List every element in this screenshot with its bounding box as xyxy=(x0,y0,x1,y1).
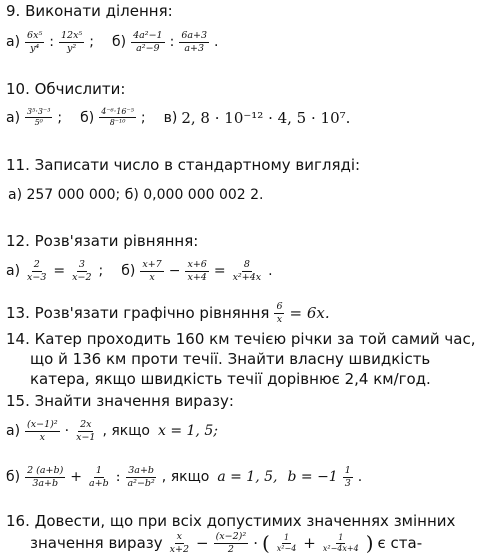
task-16-line-2: значення виразу x x+2 − $\frac{\text{(x−2)²}}{2}$ · ( 1 x²−4 + $\frac{1}{\text{x²−4x+4}}$ ) є ста- xyxy=(30,531,423,555)
option-b: б) xyxy=(6,469,21,486)
task-15-heading: 15. Знайти значення виразу: xyxy=(6,392,234,410)
fraction: 6a+3 a+3 xyxy=(181,30,208,54)
option-a: а) xyxy=(6,263,21,280)
fraction: 4⁻⁶·16⁻⁵ 8⁻¹⁰ xyxy=(101,107,134,128)
task-9-expressions: а) 6x⁵ y⁴ : 12x⁵ y² ; б) 4a²−1 a²−9 : 6a+3 a+3 . xyxy=(6,30,219,54)
task-12-heading: 12. Розв'язати рівняння: xyxy=(6,232,199,250)
task-12-equations: а) $\frac{2}{x-3}$ = $\frac{3}{x-2}$ ; б) x+7 x − $\frac{x+6}{x+4}$ = $\frac{8}{\text{x²+4x}}$ . xyxy=(6,259,273,283)
fraction: 4a²−1 a²−9 xyxy=(133,30,163,54)
fraction: 1 3 xyxy=(344,465,351,489)
fraction-clipped: 1 x²−4 xyxy=(276,532,297,553)
option-v: в) xyxy=(163,109,178,126)
divide-sign: : xyxy=(169,34,175,51)
fraction: 2x x−1 xyxy=(76,419,96,443)
task-13-heading: 13. Розв'язати графічно рівняння xyxy=(6,304,270,323)
task-15-b: б) 2 (a+b) 3a+b + $\frac{1}{a+b}$ : 3a+b a²−b² , якщо a = 1, 5, b = −1 1 3 . xyxy=(6,465,363,489)
task-11-numbers: а) 257 000 000; б) 0,000 000 002 2. xyxy=(8,187,264,203)
fraction: 6x⁵ y⁴ xyxy=(27,30,43,54)
task-14-line-1: 14. Катер проходить 160 км течією річки за той самий час, xyxy=(6,330,476,348)
task-11-heading: 11. Записати число в стандартному вигляді: xyxy=(6,156,361,174)
separator: ; xyxy=(89,34,94,51)
fraction: 3⁵·3⁻³ 5⁰ xyxy=(27,107,51,128)
fraction: x+7 x xyxy=(142,259,162,283)
option-b: б) xyxy=(80,109,95,126)
fraction: $\frac{2}{x-3}$ xyxy=(27,259,47,283)
option-b: б) xyxy=(121,263,136,280)
fraction: $\frac{6}{x}$ xyxy=(276,301,283,325)
fraction: $\frac{1}{a+b}$ xyxy=(89,465,109,489)
task-14-line-2: що й 136 км проти течії. Знайти власну швидкість xyxy=(30,350,431,368)
expression: 2, 8 · 10⁻¹² · 4, 5 · 10⁷. xyxy=(181,108,351,127)
task-13-line: 13. Розв'язати графічно рівняння $\frac{6}{x}$ = 6x. xyxy=(6,301,330,325)
option-a: а) xyxy=(6,109,21,126)
task-10-heading: 10. Обчислити: xyxy=(6,80,126,98)
task-15-a: а) (x−1)² x · 2x x−1 , якщо x = 1, 5; xyxy=(6,419,218,443)
fraction-clipped: $\frac{1}{\text{x²−4x+4}}$ xyxy=(322,532,359,553)
option-a: а) xyxy=(6,423,21,440)
task-16-line-1: 16. Довести, що при всіх допустимих значеннях змінних xyxy=(6,512,456,530)
task-9-heading: 9. Виконати ділення: xyxy=(6,2,173,20)
divide-sign: : xyxy=(49,34,54,51)
task-10-expressions: а) 3⁵·3⁻³ 5⁰ ; б) 4⁻⁶·16⁻⁵ 8⁻¹⁰ ; в) 2, 8 · 10⁻¹² · 4, 5 · 10⁷. xyxy=(6,107,351,128)
fraction: $\frac{8}{\text{x²+4x}}$ xyxy=(232,259,262,283)
option-a: а) xyxy=(6,34,21,51)
fraction: (x−1)² x xyxy=(27,419,58,443)
fraction-clipped: x x+2 xyxy=(169,531,190,555)
fraction: 2 (a+b) 3a+b xyxy=(27,465,64,489)
fraction: $\frac{3}{x-2}$ xyxy=(72,259,92,283)
fraction: $\frac{x+6}{x+4}$ xyxy=(187,259,207,283)
fraction: 3a+b a²−b² xyxy=(127,465,155,489)
task-14-line-3: катера, якщо швидкість течії дорівнює 2,4 км/год. xyxy=(30,370,431,388)
fraction-clipped: $\frac{\text{(x−2)²}}{2}$ xyxy=(215,531,247,555)
fraction: 12x⁵ y² xyxy=(60,30,83,54)
option-b: б) xyxy=(111,34,127,51)
